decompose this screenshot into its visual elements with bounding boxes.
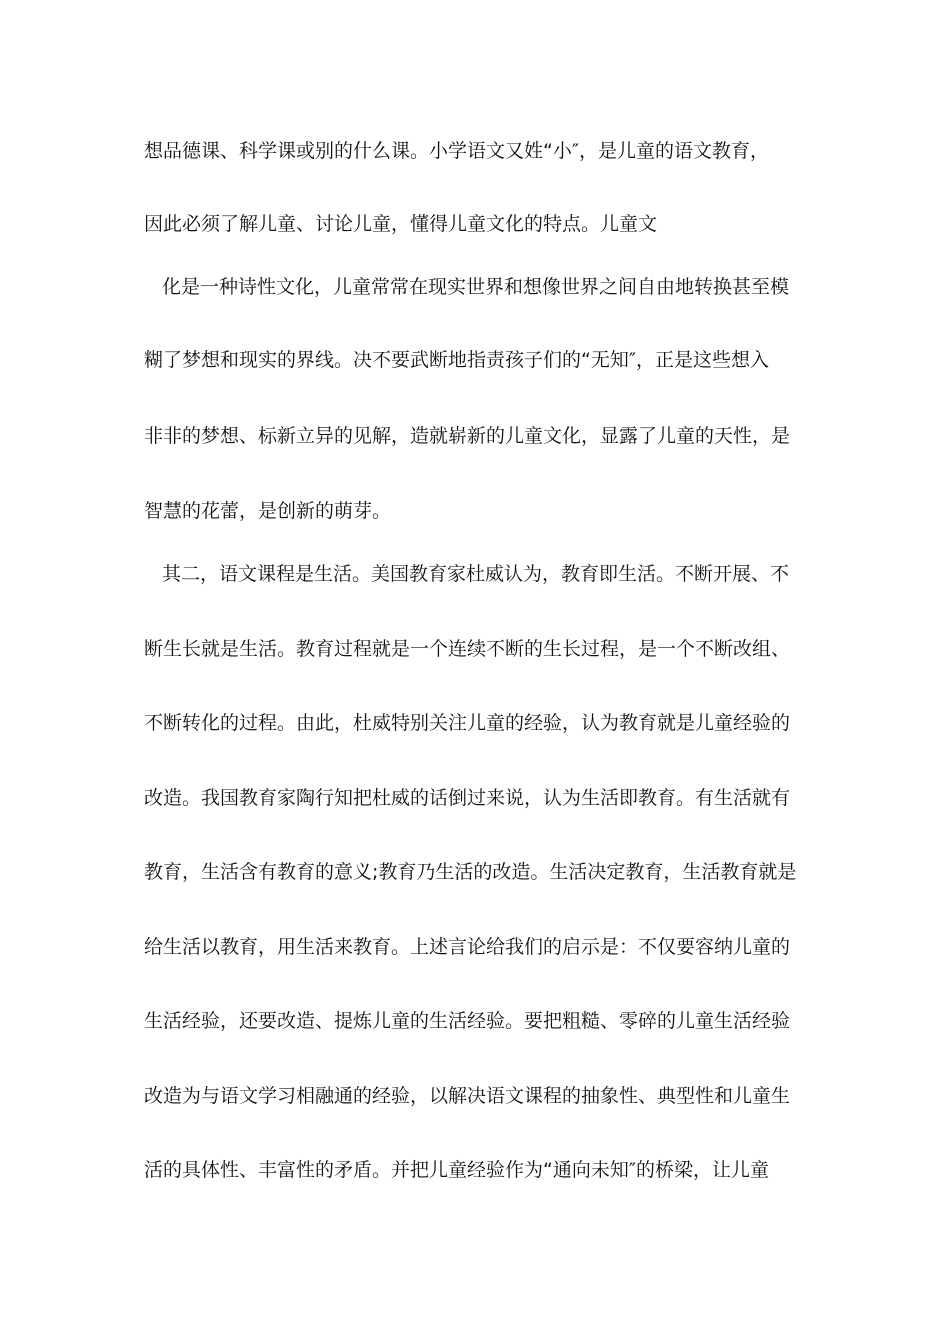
text-line: 改造为与语文学习相融通的经验，以解决语文课程的抽象性、典型性和儿童生 xyxy=(144,1085,791,1107)
text-line: 断生长就是生活。教育过程就是一个连续不断的生长过程，是一个不断改组、 xyxy=(144,638,791,660)
text-line: 活的具体性、丰富性的矛盾。并把儿童经验作为“通向未知″的桥梁，让儿童 xyxy=(144,1159,769,1181)
text-line: 不断转化的过程。由此，杜威特别关注儿童的经验，认为教育就是儿童经验的 xyxy=(144,712,791,734)
text-line: 教育，生活含有教育的意义;教育乃生活的改造。生活决定教育，生活教育就是 xyxy=(144,861,797,883)
text-line: 非非的梦想、标新立异的见解，造就崭新的儿童文化，显露了儿童的天性，是 xyxy=(144,425,791,447)
text-line: 糊了梦想和现实的界线。决不要武断地指责孩子们的“无知″，正是这些想入 xyxy=(144,349,769,371)
text-line: 生活经验，还要改造、提炼儿童的生活经验。要把粗糙、零碎的儿童生活经验 xyxy=(144,1010,791,1032)
text-line: 智慧的花蕾，是创新的萌芽。 xyxy=(144,500,392,522)
text-line: 改造。我国教育家陶行知把杜威的话倒过来说，认为生活即教育。有生活就有 xyxy=(144,787,791,809)
text-line: 想品德课、科学课或别的什么课。小学语文又姓“小″，是儿童的语文教育， xyxy=(144,140,769,162)
text-line: 因此必须了解儿童、讨论儿童，懂得儿童文化的特点。儿童文 xyxy=(144,213,658,235)
text-line: 化是一种诗性文化，儿童常常在现实世界和想像世界之间自由地转换甚至模 xyxy=(162,276,790,298)
text-line: 给生活以教育，用生活来教育。上述言论给我们的启示是：不仅要容纳儿童的 xyxy=(144,936,791,958)
text-line: 其二，语文课程是生活。美国教育家杜威认为，教育即生活。不断开展、不 xyxy=(162,563,790,585)
